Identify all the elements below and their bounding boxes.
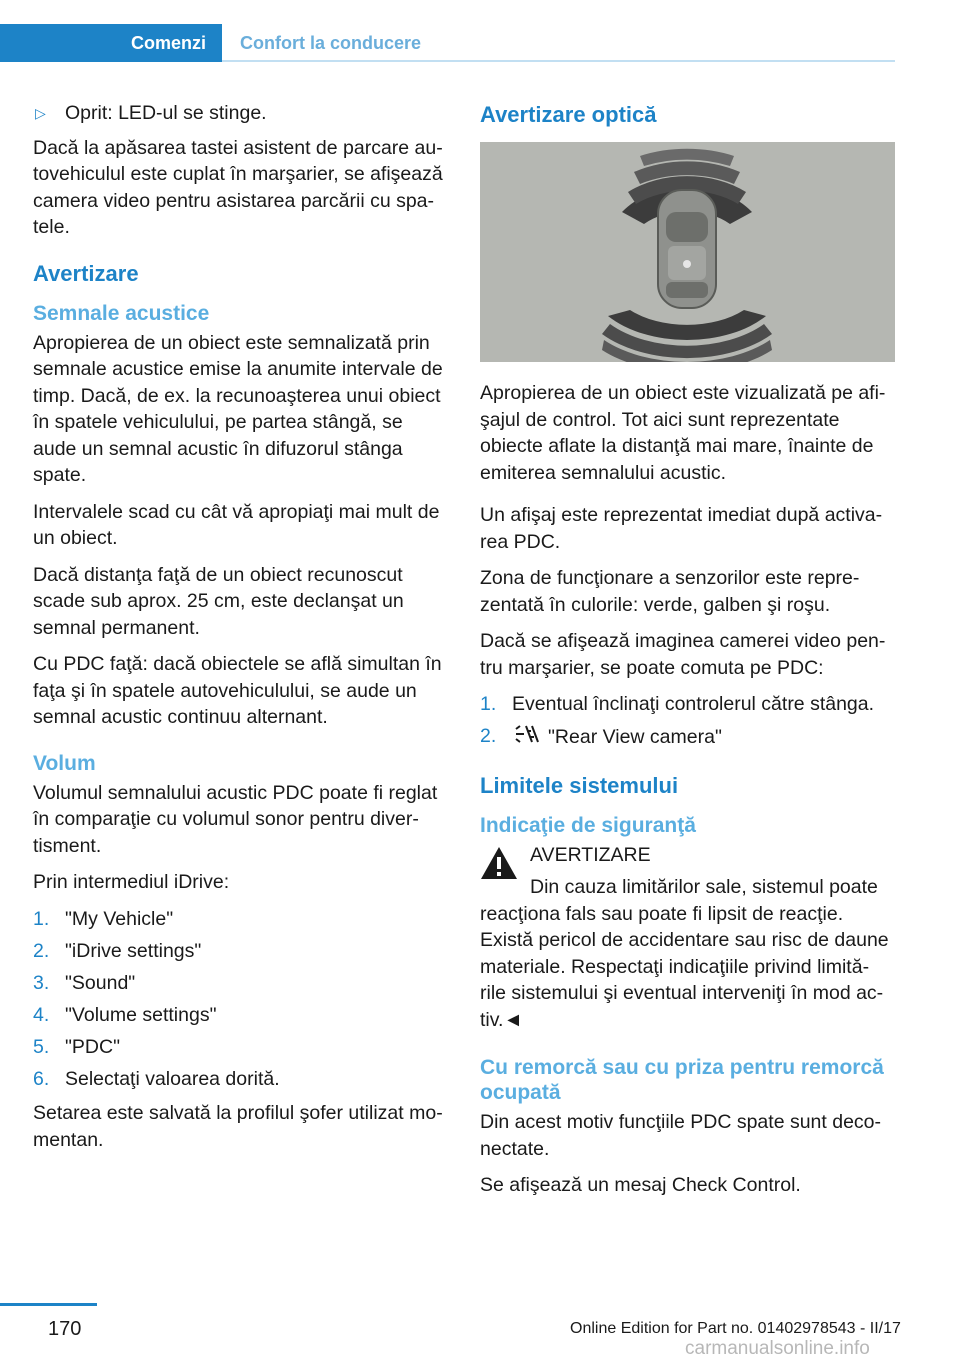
paragraph-idrive: Prin intermediul iDrive: [33,871,230,893]
list-item: 4. "Volume settings" [33,1003,217,1026]
tab-confort-la-conducere[interactable]: Confort la conducere [240,33,422,53]
heading-system-limits: Limitele sistemului [480,772,679,798]
list-item: 3. "Sound" [33,971,136,994]
list-item: 2. "iDrive settings" [33,939,202,962]
heading-safety-note: Indicaţie de siguranţă [480,813,696,837]
paragraph-acoustic-4: Cu PDC faţă: dacă obiectele se află simultan în faţa şi în spatele autovehiculului, se aude un semnal acustic continuu alternant. [33,653,442,728]
warning-title: AVERTIZARE [530,843,651,866]
footer-rule [0,1303,97,1306]
pdc-switch-steps-list [480,691,895,753]
triangle-bullet-icon: ▷ [35,105,46,121]
paragraph-saved: Setarea este salvată la profilul şofer utilizat mo-mentan. [33,1102,443,1151]
chapter-tabs [0,24,895,64]
paragraph-acoustic-1: Apropierea de un obiect este semnalizată prin semnale acustice emise la anumite intervale de timp. Dacă, de ex. la recunoaşterea unui obiect în spatele vehiculului, pe partea stângă, se aude un semnal acustic în difuzorul stânga spate. [33,331,443,486]
list-item: 1. Eventual înclinaţi controlerul către stânga. [480,693,875,715]
edition-note: Online Edition for Part no. 01402978543 - II/17 [570,1320,901,1337]
idrive-steps-list [33,906,448,1093]
tab-comenzi[interactable]: Comenzi [0,24,222,62]
paragraph-optical-4: Dacă se afişează imaginea camerei video pen-tru marşarier, se poate comuta pe PDC: [480,630,886,679]
bullet-text: Oprit: LED-ul se stinge. [65,102,267,124]
paragraph-volume: Volumul semnalului acustic PDC poate fi reglat în comparaţie cu volumul sonor pentru diver-tisment. [33,781,438,857]
list-item: 1. "My Vehicle" [33,907,174,930]
heading-acoustic-signals: Semnale acustice [33,301,210,325]
warning-first-line: Din cauza limitărilor sale, sistemul poate [530,876,878,898]
paragraph-acoustic-2: Intervalele scad cu cât vă apropiaţi mai mult de un obiect. [33,500,440,549]
paragraph-reverse: Dacă la apăsarea tastei asistent de parcare au-tovehiculul este cuplat în marşarier, se afişează camera video pentru asistarea parcării cu spa-tele. [33,136,443,238]
paragraph-acoustic-3: Dacă distanţa faţă de un obiect recunoscut scade sub aprox. 25 cm, este declanşat un semnal permanent. [33,563,404,639]
warning-box [480,842,895,1034]
warning-triangle-icon [480,846,518,880]
paragraph-optical-1: Apropierea de un obiect este vizualizată pe afi-şajul de control. Tot aici sunt reprezentate obiecte aflate la distanţă mai mare, înainte de emiterea semnalului acustic. [480,382,886,484]
list-item: 2. "Rear View camera" [480,723,895,753]
list-item: 5. "PDC" [33,1035,121,1058]
heading-warning: Avertizare [33,260,139,286]
heading-optical-warning: Avertizare optică [480,102,657,127]
warning-text: reacţiona fals sau poate fi lipsit de reacţie. Există pericol de accidentare sau risc de daune materiale. Respectaţi indicaţiile privind limită-rile sistemului şi eventual interveniţi în mod ac-tiv.◄ [480,902,889,1031]
heading-trailer: Cu remorcă sau cu priza pentru remorcă ocupată [480,1056,884,1104]
watermark: carmanualsonline.info [685,1338,870,1359]
page-number: 170 [48,1318,82,1340]
pdc-car-illustration [480,142,895,362]
heading-volume: Volum [33,751,96,775]
tab-divider [222,60,895,62]
bullet-item [33,100,448,127]
paragraph-trailer-2: Se afişează un mesaj Check Control. [480,1174,801,1196]
paragraph-trailer-1: Din acest motiv funcţiile PDC spate sunt deco-nectate. [480,1111,882,1160]
right-column [480,100,895,1209]
paragraph-optical-2: Un afişaj este reprezentat imediat după activa-rea PDC. [480,504,883,553]
left-column [33,100,448,1163]
pdc-display-figure [480,142,895,362]
pdc-icon [512,723,542,753]
list-item: 6. Selectaţi valoarea dorită. [33,1067,280,1090]
paragraph-optical-3: Zona de funcţionare a senzorilor este repre-zentată în culorile: verde, galben şi roşu. [480,567,860,616]
